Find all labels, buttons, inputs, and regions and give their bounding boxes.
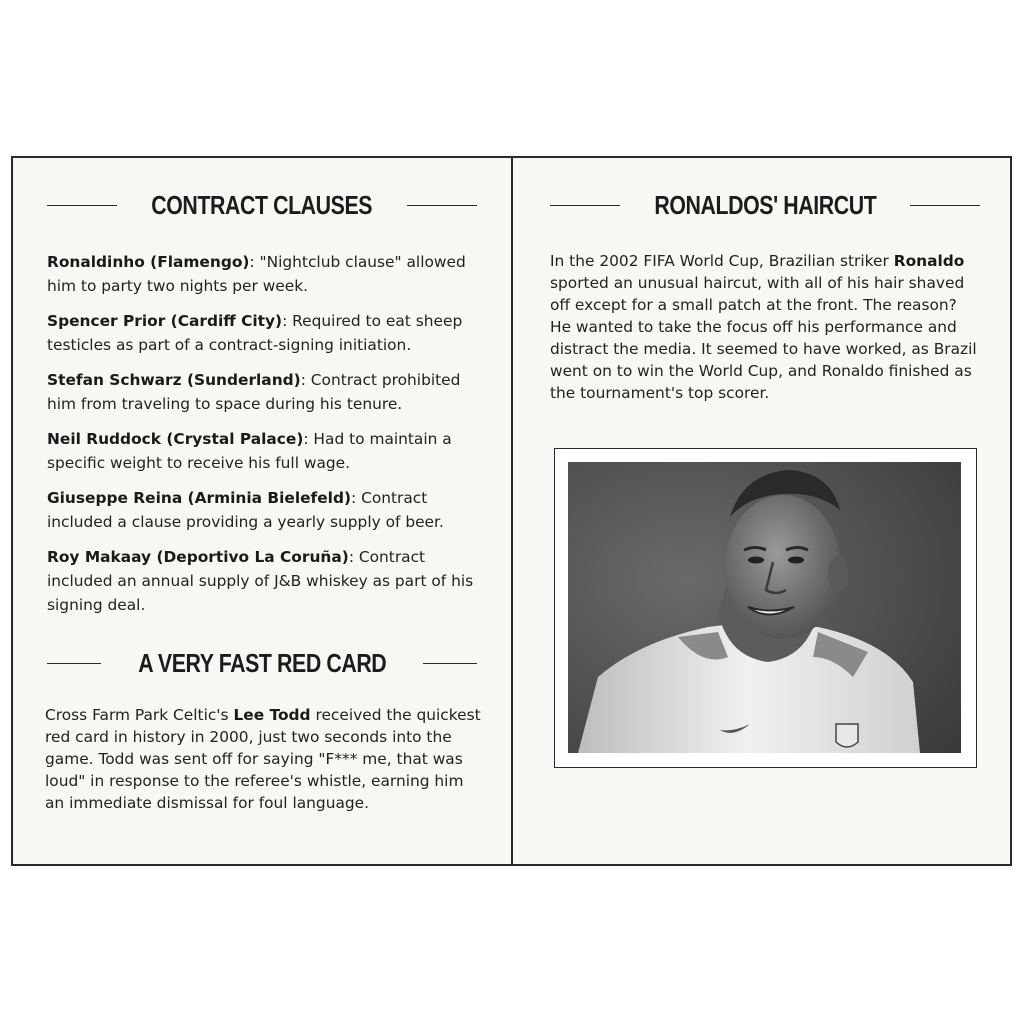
clause-entry [47,427,487,475]
paragraph-text: Cross Farm Park Celtic's [45,706,234,724]
player-name: Stefan Schwarz (Sunderland) [47,371,301,389]
player-photo-illustration [568,462,961,753]
player-name: Neil Ruddock (Crystal Palace) [47,430,304,448]
red-card-title: A VERY FAST RED CARD [137,648,387,678]
clause-entry [47,545,487,617]
player-name: Roy Makaay (Deportivo La Coruña) [47,548,349,566]
player-name: Spencer Prior (Cardiff City) [47,312,283,330]
clause-entry [47,309,487,357]
clause-entry [47,486,487,534]
player-photo [568,462,961,753]
clause-text: : "Nightclub clause" allowed him to party two nights per week. [47,253,466,295]
book-spread [11,156,1012,866]
contract-clauses-list [47,250,487,628]
heading-rule-left [47,663,101,664]
heading-rule-right [910,205,980,206]
player-name: Ronaldo [893,252,965,270]
left-page [13,158,513,864]
clause-entry [47,250,487,298]
red-card-heading [47,648,477,679]
paragraph-text: sported an unusual haircut, with all of his hair shaved off except for a small patch at the front. The reason? He wanted to take the focus off his performance and distract the media. It seemed to have worked, as Brazil went on to win the World Cup, and Ronaldo finished as the tournament's top scorer. [550,274,977,402]
heading-rule-right [407,205,477,206]
haircut-title: RONALDOS' HAIRCUT [654,190,876,220]
heading-rule-left [550,205,620,206]
haircut-heading [550,190,980,221]
red-card-paragraph [45,704,485,814]
photo-frame [554,448,977,768]
haircut-paragraph [550,250,980,404]
paragraph-text: received the quickest red card in history in 2000, just two seconds into the game. Todd was sent off for saying "F*** me, that was loud" in response to the referee's whistle, earning him an immediate dismissal for foul language. [45,706,481,812]
paragraph-text: In the 2002 FIFA World Cup, Brazilian striker [550,252,894,270]
clause-text: : Had to maintain a specific weight to receive his full wage. [47,430,452,472]
heading-rule-left [47,205,117,206]
clause-entry [47,368,487,416]
clause-text: : Contract included an annual supply of J&B whiskey as part of his signing deal. [47,548,474,614]
clause-text: : Required to eat sheep testicles as part of a contract-signing initiation. [47,312,463,354]
right-page [513,158,1010,864]
contract-clauses-heading [47,190,477,221]
clause-text: : Contract included a clause providing a yearly supply of beer. [47,489,444,531]
contract-clauses-title: CONTRACT CLAUSES [151,190,373,220]
clause-text: : Contract prohibited him from traveling to space during his tenure. [47,371,461,413]
player-name: Lee Todd [233,706,311,724]
player-name: Giuseppe Reina (Arminia Bielefeld) [47,489,352,507]
heading-rule-right [423,663,477,664]
player-name: Ronaldinho (Flamengo) [47,253,250,271]
